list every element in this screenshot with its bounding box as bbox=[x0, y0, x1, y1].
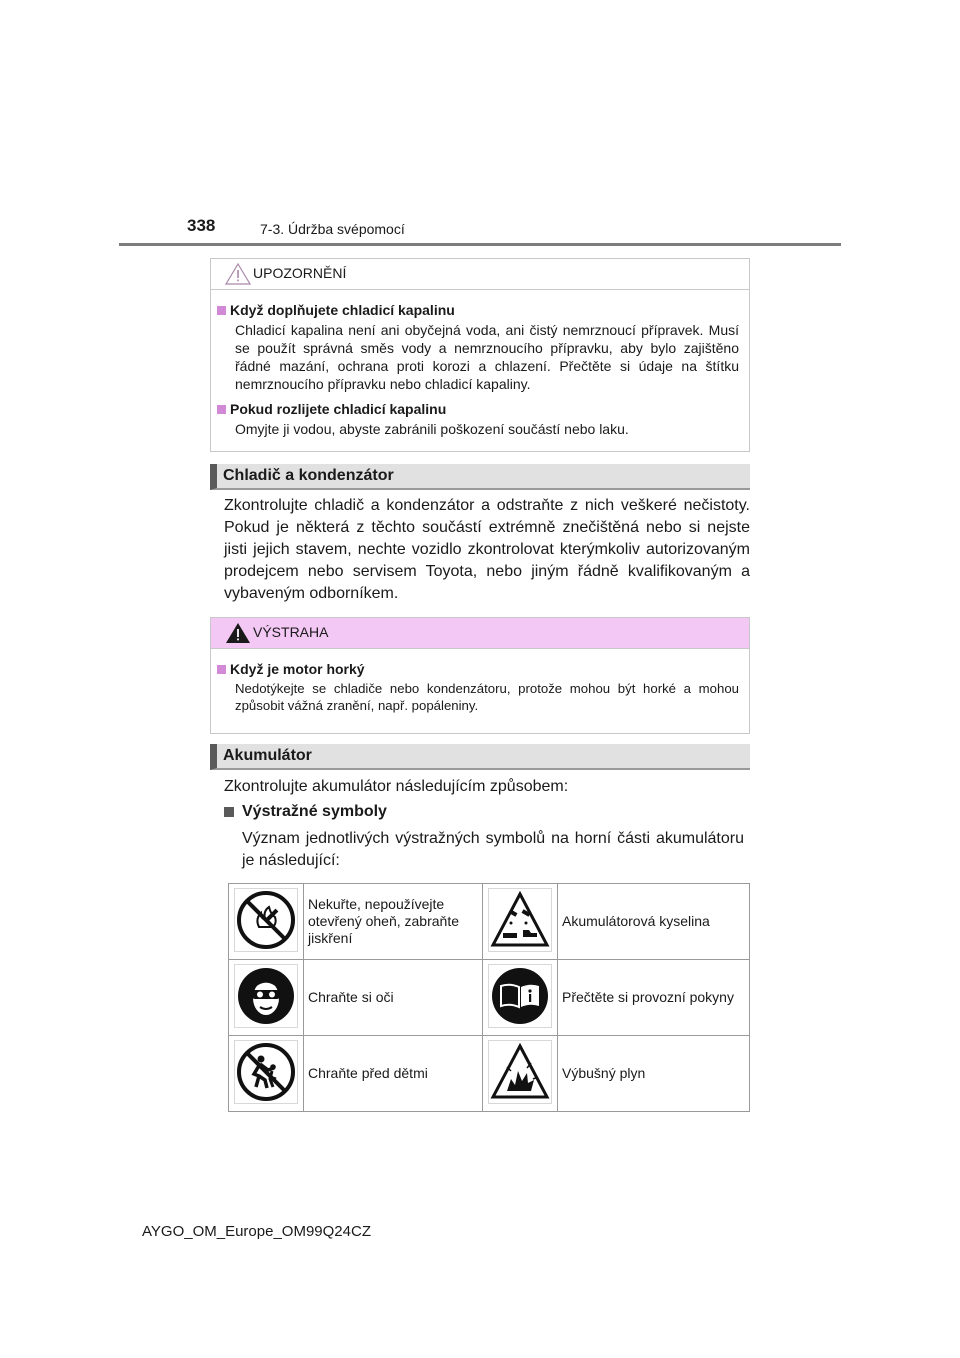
caution-item-title: Pokud rozlijete chladicí kapalinu bbox=[217, 401, 739, 417]
warning-triangle-icon bbox=[225, 622, 251, 644]
battery-sub-text: Význam jednotlivých výstražných symbolů na horní části akumulátoru je následující: bbox=[242, 830, 744, 869]
symbol-label: Výbušný plyn bbox=[558, 1036, 750, 1112]
caution-box bbox=[210, 258, 750, 452]
eye-protection-icon bbox=[235, 965, 297, 1027]
section-heading: Akumulátor bbox=[223, 747, 312, 764]
no-fire-icon bbox=[235, 889, 297, 951]
section-heading-bar bbox=[210, 464, 750, 490]
no-children-icon bbox=[235, 1041, 297, 1103]
symbol-label: Akumulátorová kyselina bbox=[558, 884, 750, 960]
warning-item-text: Nedotýkejte se chladiče nebo kondenzátoru, protože mohou být horké a mohou způsobit vážná zranění, např. popáleniny. bbox=[235, 681, 739, 713]
symbol-cell bbox=[229, 1036, 304, 1112]
bullet-square-icon bbox=[217, 665, 226, 674]
warning-label: VÝSTRAHA bbox=[253, 624, 329, 640]
section-heading-bar bbox=[210, 744, 750, 770]
caution-item-title: Když doplňujete chladicí kapalinu bbox=[217, 302, 739, 318]
caution-item-text: Chladicí kapalina není ani obyčejná voda, ani čistý nemrznoucí přípravek. Musí se použít správná směs vody a nemrznoucího přípravku, aby bylo zajištěno řádné mazání, ochrana proti korozi a chlazení. Přečtěte si údaje na štítku nemrznoucího přípravku nebo chladicí kapaliny. bbox=[235, 322, 739, 392]
bullet-square-icon bbox=[217, 405, 226, 414]
page-number: 338 bbox=[187, 216, 216, 235]
header-rule bbox=[119, 243, 841, 246]
symbol-label: Přečtěte si provozní pokyny bbox=[558, 960, 750, 1036]
symbols-table bbox=[228, 883, 750, 1112]
table-row bbox=[229, 1036, 750, 1112]
symbol-label: Nekuřte, nepoužívejte otevřený oheň, zabraňte jiskření bbox=[304, 884, 483, 960]
acid-icon bbox=[489, 889, 551, 951]
footer-code: AYGO_OM_Europe_OM99Q24CZ bbox=[142, 1223, 371, 1240]
caution-item-text: Omyjte ji vodou, abyste zabránili poškození součástí nebo laku. bbox=[235, 421, 629, 437]
battery-sub-heading: Výstražné symboly bbox=[224, 803, 387, 821]
section-heading: Chladič a kondenzátor bbox=[223, 467, 394, 484]
bullet-square-icon bbox=[217, 306, 226, 315]
explosive-gas-icon bbox=[489, 1041, 551, 1103]
battery-intro: Zkontrolujte akumulátor následujícím způsobem: bbox=[224, 778, 569, 795]
caution-label: UPOZORNĚNÍ bbox=[253, 265, 347, 281]
section-title: 7-3. Údržba svépomocí bbox=[260, 221, 405, 237]
table-row bbox=[229, 960, 750, 1036]
warning-item-title: Když je motor horký bbox=[217, 661, 739, 677]
symbol-cell bbox=[483, 884, 558, 960]
symbol-cell bbox=[229, 960, 304, 1036]
symbol-cell bbox=[229, 884, 304, 960]
table-row bbox=[229, 884, 750, 960]
caution-box-header bbox=[211, 259, 749, 290]
manual-icon bbox=[489, 965, 551, 1027]
warning-box-header bbox=[211, 618, 749, 649]
bullet-square-icon bbox=[224, 807, 234, 817]
radiator-paragraph: Zkontrolujte chladič a kondenzátor a odstraňte z nich veškeré nečistoty. Pokud je některá z těchto součástí extrémně znečištěná nebo si nejste jisti jejich stavem, nechte vozidlo zkontrolovat kterýmkoliv autorizovaným prodejcem nebo servisem Toyota, nebo jiným řádně kvalifikovaným a vybaveným odborníkem. bbox=[224, 497, 750, 602]
caution-triangle-icon bbox=[225, 263, 251, 285]
symbol-label: Chraňte před dětmi bbox=[304, 1036, 483, 1112]
symbol-cell bbox=[483, 1036, 558, 1112]
warning-box bbox=[210, 617, 750, 734]
symbol-cell bbox=[483, 960, 558, 1036]
symbol-label: Chraňte si oči bbox=[304, 960, 483, 1036]
